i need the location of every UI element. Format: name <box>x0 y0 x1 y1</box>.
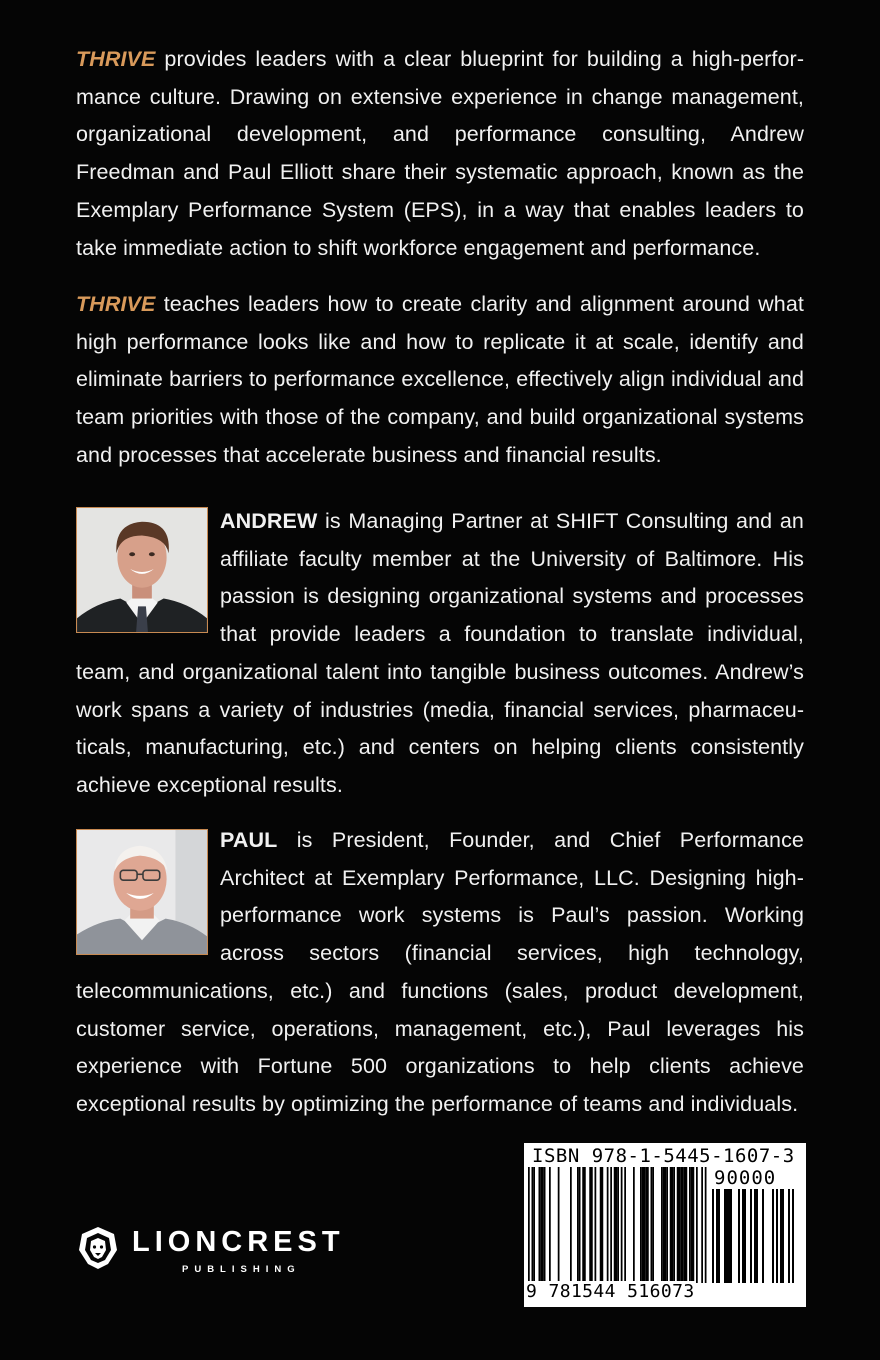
barcode-bar <box>645 1167 647 1283</box>
barcode-bar <box>672 1167 674 1283</box>
author-bio-text: is Managing Partner at SHIFT Consulting and an affiliate faculty member at the University of Baltimore. His passion is designing organizational systems and processes that provide leaders a foundation to translate individual, team, and organizational talent into tangible business outcomes. Andrew’s work spans a variety of industries (media, financial services, pharmaceuticals, manufacturing, etc.) and centers on helping clients consistently achieve exceptional results. <box>76 509 804 797</box>
author-bio-andrew <box>76 503 804 805</box>
intro-text: provides leaders with a clear blueprint for building a high-performance culture. Drawing on extensive experience in change management, organizational development, and performance consulting, Andrew Freedman and Paul Elliott share their systematic approach, known as the Exemplary Performance System (EPS), in a way that enables leaders to take immediate action to shift workforce engagement and performance. <box>76 47 804 260</box>
barcode-bar <box>728 1189 730 1283</box>
paul-photo <box>76 829 208 955</box>
ean-digits: 9 781544 516073 <box>526 1281 695 1302</box>
barcode-bar <box>716 1189 718 1283</box>
author-name-andrew: ANDREW <box>220 509 318 533</box>
barcode-bar <box>712 1189 714 1283</box>
barcode-bar <box>756 1189 758 1283</box>
isbn-label: ISBN 978-1-5445-1607-3 <box>532 1145 795 1167</box>
barcode-bar <box>542 1167 544 1283</box>
barcode-bar <box>679 1167 681 1283</box>
barcode-bar <box>772 1189 774 1283</box>
barcode-bar <box>782 1189 784 1283</box>
barcode-bar <box>651 1167 653 1283</box>
barcode-bar <box>602 1167 604 1283</box>
barcode-bar <box>677 1167 679 1283</box>
barcode-bar <box>549 1167 551 1283</box>
barcode-bar <box>647 1167 649 1283</box>
barcode-bar <box>640 1167 642 1283</box>
barcode-bar <box>754 1189 756 1283</box>
barcode-bar <box>616 1167 618 1283</box>
barcode-bar <box>701 1167 703 1283</box>
barcode-bar <box>680 1167 682 1283</box>
barcode-bar <box>607 1167 609 1283</box>
barcode-bar <box>684 1167 686 1283</box>
publisher-logo <box>78 1224 378 1280</box>
publisher-subtitle: PUBLISHING <box>182 1264 301 1275</box>
barcode-bar <box>528 1167 530 1283</box>
addon-bars <box>712 1189 802 1283</box>
second-paragraph <box>76 286 804 475</box>
book-title-emphasis: THRIVE <box>76 47 156 71</box>
barcode-bar <box>532 1167 534 1283</box>
paul-portrait-image <box>77 830 207 954</box>
barcode-bar <box>686 1167 688 1283</box>
barcode-bar <box>670 1167 672 1283</box>
barcode-bar <box>742 1189 744 1283</box>
barcode-bar <box>624 1167 626 1283</box>
barcode-bar <box>724 1189 726 1283</box>
barcode-bar <box>539 1167 541 1283</box>
barcode-bar <box>544 1167 546 1283</box>
publisher-name: LIONCREST <box>132 1226 345 1258</box>
barcode-bar <box>610 1167 612 1283</box>
barcode-bar <box>577 1167 579 1283</box>
barcode-bar <box>617 1167 619 1283</box>
barcode-bar <box>696 1167 698 1283</box>
barcode-bar <box>792 1189 794 1283</box>
barcode-bar <box>726 1189 728 1283</box>
barcode-bar <box>595 1167 597 1283</box>
barcode-bar <box>665 1167 667 1283</box>
barcode-bar <box>579 1167 581 1283</box>
barcode-bar <box>689 1167 691 1283</box>
intro-paragraph <box>76 41 804 267</box>
barcode-bar <box>652 1167 654 1283</box>
barcode-bar <box>584 1167 586 1283</box>
ean13-bars <box>528 1167 708 1283</box>
second-text: teaches leaders how to create clarity and alignment around what high performance looks like and how to replicate it at scale, identify and eliminate barriers to performance excellence, effectively align individual and team priorities with those of the company, and build organizational systems and processes that accelerate business and financial results. <box>76 292 804 467</box>
barcode-bar <box>558 1167 560 1283</box>
barcode-bar <box>661 1167 663 1283</box>
barcode-bar <box>730 1189 732 1283</box>
barcode-bar <box>738 1189 740 1283</box>
barcode-bar <box>691 1167 693 1283</box>
andrew-portrait-image <box>77 508 207 632</box>
barcode-bar <box>666 1167 668 1283</box>
barcode-bar <box>621 1167 623 1283</box>
barcode-bar <box>644 1167 646 1283</box>
barcode-bar <box>540 1167 542 1283</box>
barcode-bar <box>718 1189 720 1283</box>
author-name-paul: PAUL <box>220 828 278 852</box>
barcode-bar <box>682 1167 684 1283</box>
barcode-bar <box>633 1167 635 1283</box>
barcode-bar <box>570 1167 572 1283</box>
barcode-bar <box>693 1167 695 1283</box>
book-title-emphasis: THRIVE <box>76 292 156 316</box>
barcode-bar <box>614 1167 616 1283</box>
barcode-bar <box>582 1167 584 1283</box>
barcode-bar <box>780 1189 782 1283</box>
barcode-bar <box>762 1189 764 1283</box>
barcode-bar <box>663 1167 665 1283</box>
price-code: 90000 <box>714 1167 777 1189</box>
barcode-bar <box>776 1189 778 1283</box>
barcode-bar <box>750 1189 752 1283</box>
barcode-bar <box>705 1167 707 1283</box>
barcode-bar <box>600 1167 602 1283</box>
barcode-bar <box>673 1167 675 1283</box>
author-bio-paul <box>76 822 804 1124</box>
barcode-bar <box>642 1167 644 1283</box>
author-bio-text: is President, Founder, and Chief Performance Architect at Exemplary Performance, LLC. Designing high-performance work systems is Paul’s passion. Working across sectors (financial services, high technology, telecommunications, etc.) and functions (sales, product development, customer service, operations, management, etc.), Paul leverages his experience with Fortune 500 organizations to help clients achieve exceptional results by optimizing the performance of teams and individuals. <box>76 828 804 1116</box>
lion-head-icon <box>78 1226 118 1270</box>
isbn-barcode <box>524 1143 806 1307</box>
barcode-bar <box>744 1189 746 1283</box>
barcode-bar <box>788 1189 790 1283</box>
barcode-bar <box>591 1167 593 1283</box>
andrew-photo <box>76 507 208 633</box>
barcode-bar <box>533 1167 535 1283</box>
barcode-bar <box>589 1167 591 1283</box>
